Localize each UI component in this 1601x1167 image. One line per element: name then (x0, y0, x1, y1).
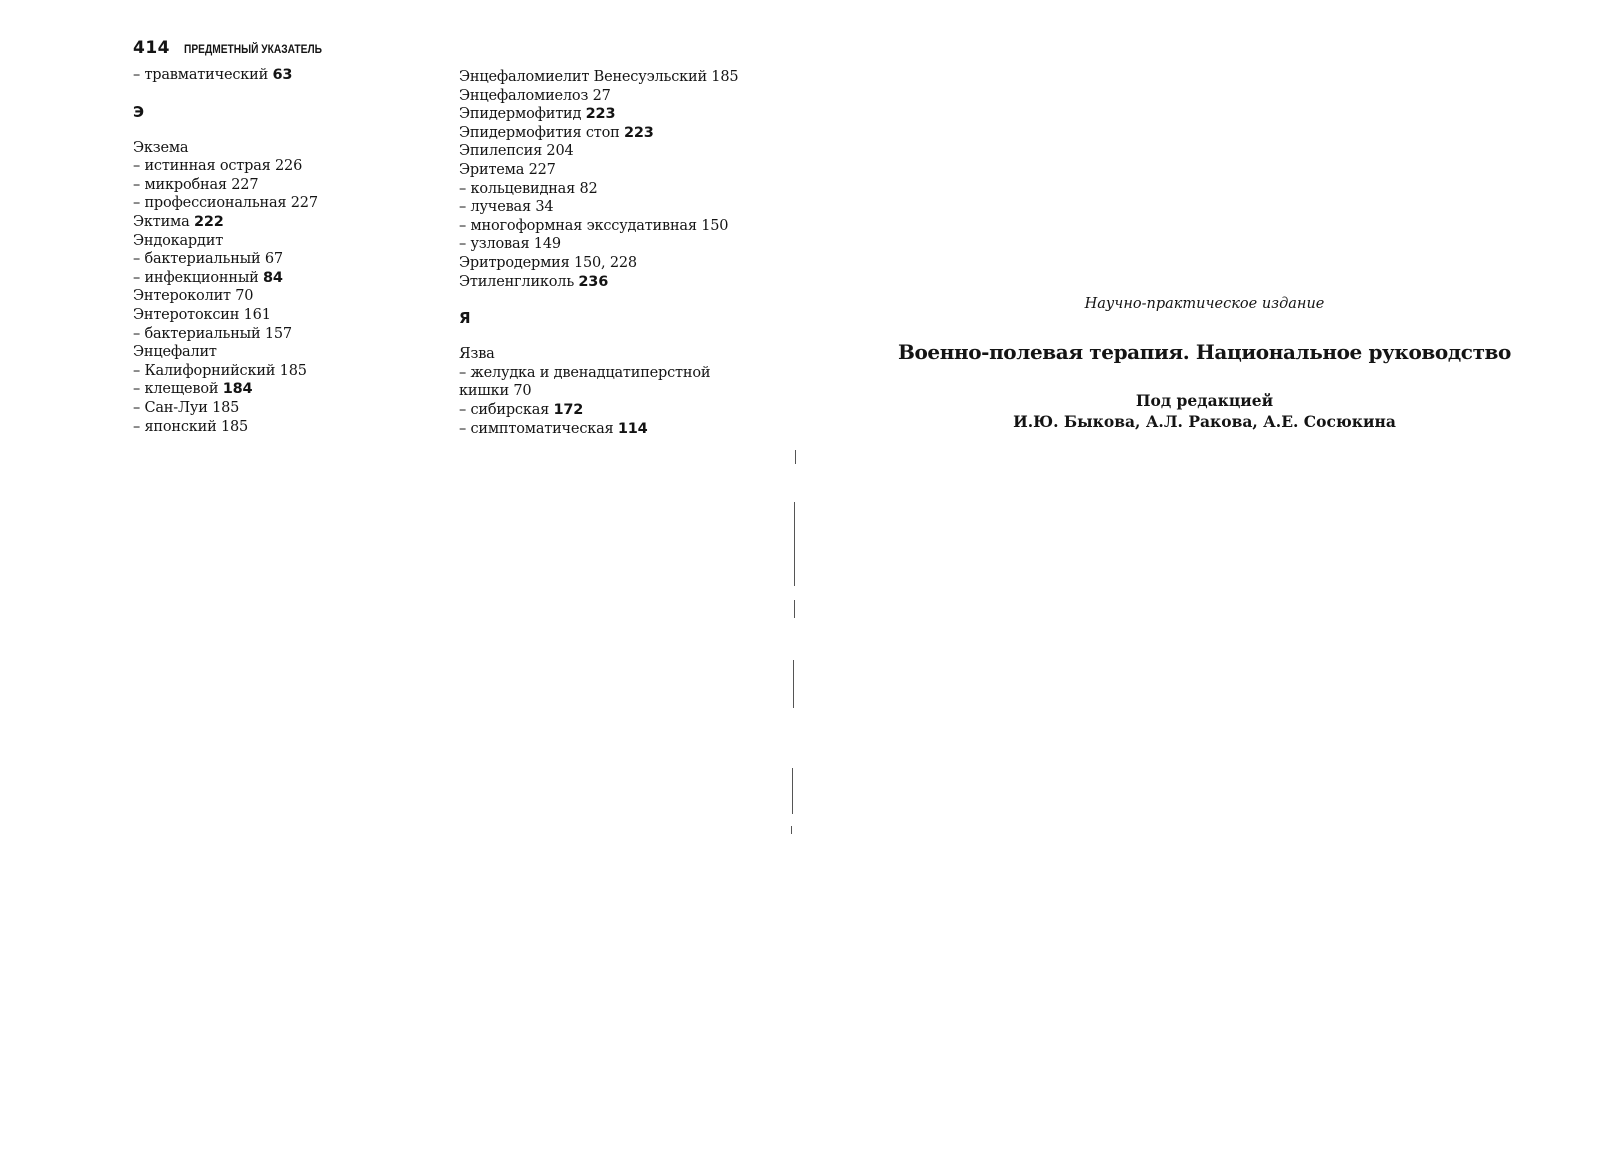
index-entry (133, 306, 318, 325)
index-letter-heading: Э (133, 102, 145, 121)
index-entry (133, 213, 318, 232)
index-page-ref: 184 (222, 381, 253, 398)
index-entry (459, 382, 738, 401)
page-number: 414 (133, 38, 170, 58)
index-page-ref: 84 (263, 269, 283, 286)
index-term: – Сан-Луи 185 (133, 399, 240, 416)
index-term: – травматический (133, 67, 273, 83)
index-term: Энтеротоксин 161 (133, 306, 271, 323)
index-term: – кольцевидная 82 (459, 180, 598, 197)
index-entry (459, 142, 738, 161)
index-entry (133, 66, 318, 85)
index-term: – профессиональная 227 (133, 195, 318, 212)
index-term: – желудка и двенадцатиперстной (459, 364, 711, 381)
index-entry (133, 343, 318, 362)
book-title: Военно-полевая терапия. Национальное руководство (897, 340, 1511, 364)
index-term: – многоформная экссудативная 150 (459, 217, 729, 234)
index-term: Экзема (133, 139, 189, 156)
gutter-mark (791, 826, 792, 834)
index-term: Эпилепсия 204 (459, 143, 574, 160)
index-term: – бактериальный 67 (133, 251, 283, 268)
index-term: – истинная острая 226 (133, 158, 303, 175)
running-head (133, 38, 346, 58)
gutter-mark (793, 660, 794, 708)
index-entry (459, 235, 738, 254)
index-letter-heading: Я (459, 309, 471, 328)
index-entry (133, 194, 318, 213)
index-entry (133, 399, 318, 418)
index-term: – симптоматическая (459, 420, 618, 437)
index-entry (459, 198, 738, 217)
index-entry (133, 418, 318, 437)
gutter-mark (794, 600, 795, 618)
section-title: ПРЕДМЕТНЫЙ УКАЗАТЕЛЬ (184, 42, 322, 56)
index-entry (459, 345, 738, 364)
index-page-ref: 114 (617, 420, 648, 437)
index-entry (133, 157, 318, 176)
index-term: Эпидермофития стоп (459, 124, 625, 141)
index-term: – сибирская (459, 401, 554, 418)
index-entry (133, 139, 318, 158)
index-entry (459, 364, 738, 383)
index-term: Эритема 227 (459, 161, 556, 178)
imprint-page (808, 0, 1601, 1167)
index-entry (133, 269, 318, 288)
index-term: – Калифорнийский 185 (133, 362, 307, 379)
index-entry (133, 362, 318, 381)
index-page-ref: 172 (553, 401, 584, 418)
index-term: Энцефаломиелит Венесуэльский 185 (459, 69, 739, 85)
editors-names: И.Ю. Быкова, А.Л. Ракова, А.Е. Сосюкина (1013, 412, 1396, 431)
index-term: Энцефаломиелоз 27 (459, 87, 611, 104)
index-term: Эритродермия 150, 228 (459, 254, 637, 271)
index-entry (459, 124, 738, 143)
index-term: кишки 70 (459, 383, 532, 400)
index-term: – лучевая 34 (459, 199, 554, 216)
index-entry (459, 105, 738, 124)
imprint-type: Научно-практическое издание (1084, 296, 1325, 312)
index-term: – инфекционный (133, 269, 264, 286)
index-term: – клещевой (133, 381, 223, 398)
index-entry (133, 250, 318, 269)
index-entry (133, 232, 318, 251)
index-entry (459, 401, 738, 420)
index-entry (459, 68, 738, 87)
gutter-mark (794, 502, 795, 586)
index-entry (133, 380, 318, 399)
gutter-mark (795, 450, 796, 464)
index-term: – микробная 227 (133, 176, 259, 193)
index-term: Эктима (133, 213, 194, 230)
index-page-ref: 222 (193, 213, 224, 230)
index-column-2 (459, 68, 738, 438)
index-term: Этиленгликоль (459, 273, 579, 290)
editors-label: Под редакцией (1135, 391, 1274, 410)
index-entry (133, 176, 318, 195)
index-term: – японский 185 (133, 418, 249, 435)
index-term: – узловая 149 (459, 236, 561, 253)
index-term: Эндокардит (133, 232, 224, 249)
index-term: Эпидермофитид (459, 106, 586, 123)
index-entry (133, 287, 318, 306)
index-entry (459, 87, 738, 106)
index-term: – бактериальный 157 (133, 325, 292, 342)
index-page-ref: 236 (578, 273, 609, 290)
gutter-mark (792, 768, 793, 814)
index-term: Энцефалит (133, 344, 217, 361)
index-page-ref: 223 (624, 124, 654, 141)
index-page-ref: 63 (272, 67, 293, 83)
index-entry (133, 325, 318, 344)
index-entry (459, 420, 738, 439)
index-page-ref: 223 (585, 106, 616, 123)
index-entry (459, 217, 738, 236)
index-term: Энтероколит 70 (133, 288, 254, 305)
index-term: Язва (459, 346, 495, 363)
index-entry (459, 161, 738, 180)
index-entry (459, 254, 738, 273)
index-column-1 (133, 66, 318, 436)
index-entry (459, 273, 738, 292)
index-entry (459, 180, 738, 199)
